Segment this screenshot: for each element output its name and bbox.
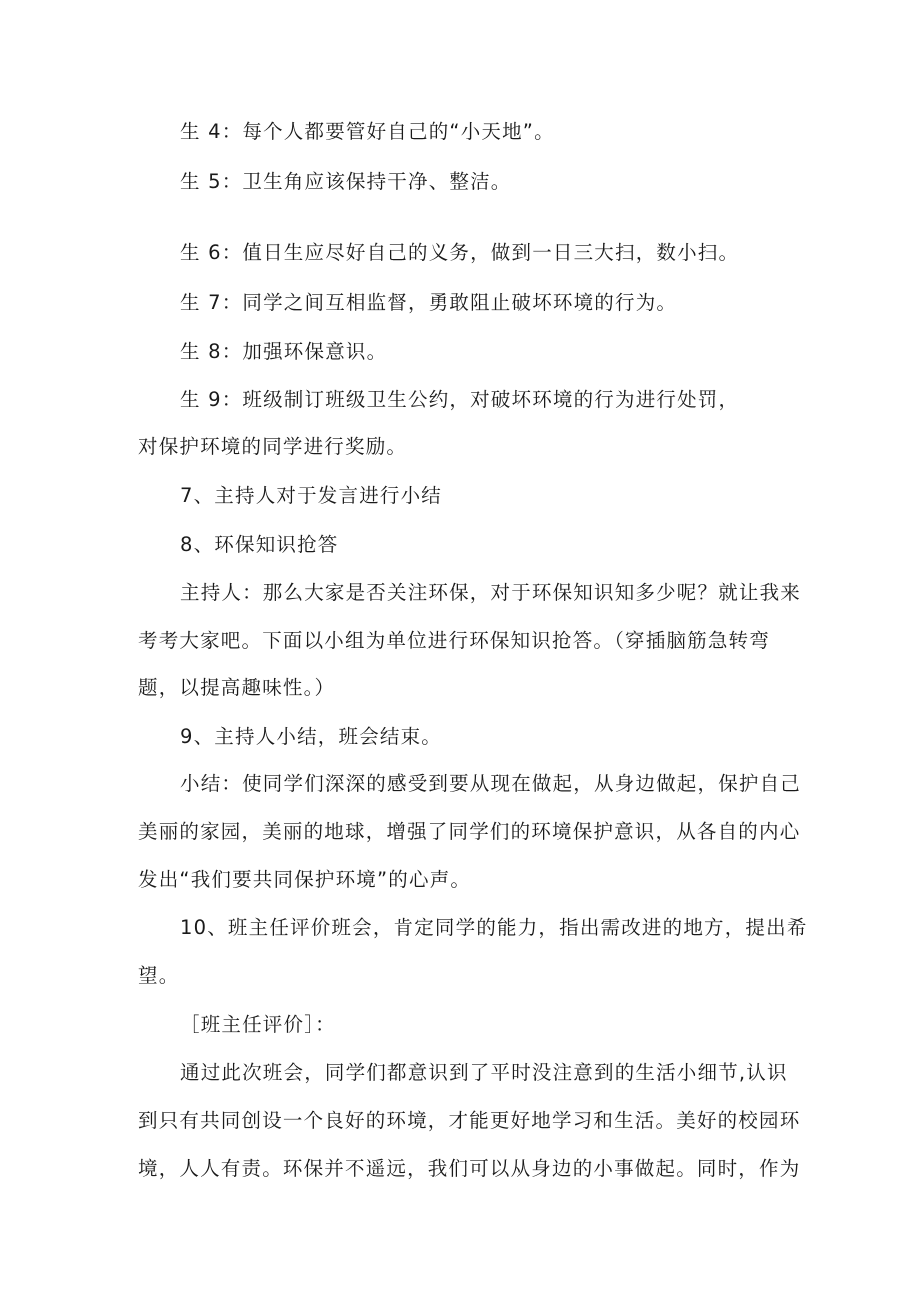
student-5-line: 生 5：卫生角应该保持干净、整洁。 [180, 170, 512, 193]
host-paragraph-line-2: 考考大家吧。下面以小组为单位进行环保知识抢答。（穿插脑筋急转弯 [138, 629, 770, 652]
summary-paragraph-line-1: 小结：使同学们深深的感受到要从现在做起，从身边做起，保护自己 [180, 772, 802, 795]
evaluation-paragraph-line-3: 境，人人有责。环保并不遥远，我们可以从身边的小事做起。同时，作为 [138, 1157, 801, 1180]
host-paragraph-line-3: 题，以提高趣味性。） [138, 676, 336, 699]
student-9-line: 生 9：班级制订班级卫生公约，对破坏环境的行为进行处罚， [180, 388, 740, 411]
student-7-line: 生 7：同学之间互相监督，勇敢阻止破坏环境的行为。 [180, 291, 678, 314]
teacher-evaluation-heading: ［班主任评价］： [180, 1013, 336, 1036]
evaluation-paragraph-line-1: 通过此次班会，同学们都意识到了平时没注意到的生活小细节,认识 [180, 1061, 788, 1084]
evaluation-paragraph-line-2: 到只有共同创设一个良好的环境，才能更好地学习和生活。美好的校园环 [138, 1109, 801, 1132]
step-10-line-1: 10、班主任评价班会，肯定同学的能力，指出需改进的地方，提出希 [180, 916, 808, 939]
step-8-heading: 8、环保知识抢答 [180, 533, 339, 556]
student-8-line: 生 8：加强环保意识。 [180, 340, 388, 363]
host-paragraph-line-1: 主持人：那么大家是否关注环保，对于环保知识知多少呢？就让我来 [180, 581, 802, 604]
step-10-line-2: 望。 [138, 964, 180, 987]
step-7-heading: 7、主持人对于发言进行小结 [180, 484, 443, 507]
student-9-continuation: 对保护环境的同学进行奖励。 [138, 435, 408, 458]
summary-paragraph-line-3: 发出“我们要共同保护环境”的心声。 [138, 868, 472, 891]
student-6-line: 生 6：值日生应尽好自己的义务，做到一日三大扫，数小扫。 [180, 241, 740, 264]
summary-paragraph-line-2: 美丽的家园，美丽的地球，增强了同学们的环境保护意识，从各自的内心 [138, 820, 801, 843]
step-9-heading: 9、主持人小结，班会结束。 [180, 725, 443, 748]
student-4-line: 生 4：每个人都要管好自己的“小天地”。 [180, 120, 555, 143]
